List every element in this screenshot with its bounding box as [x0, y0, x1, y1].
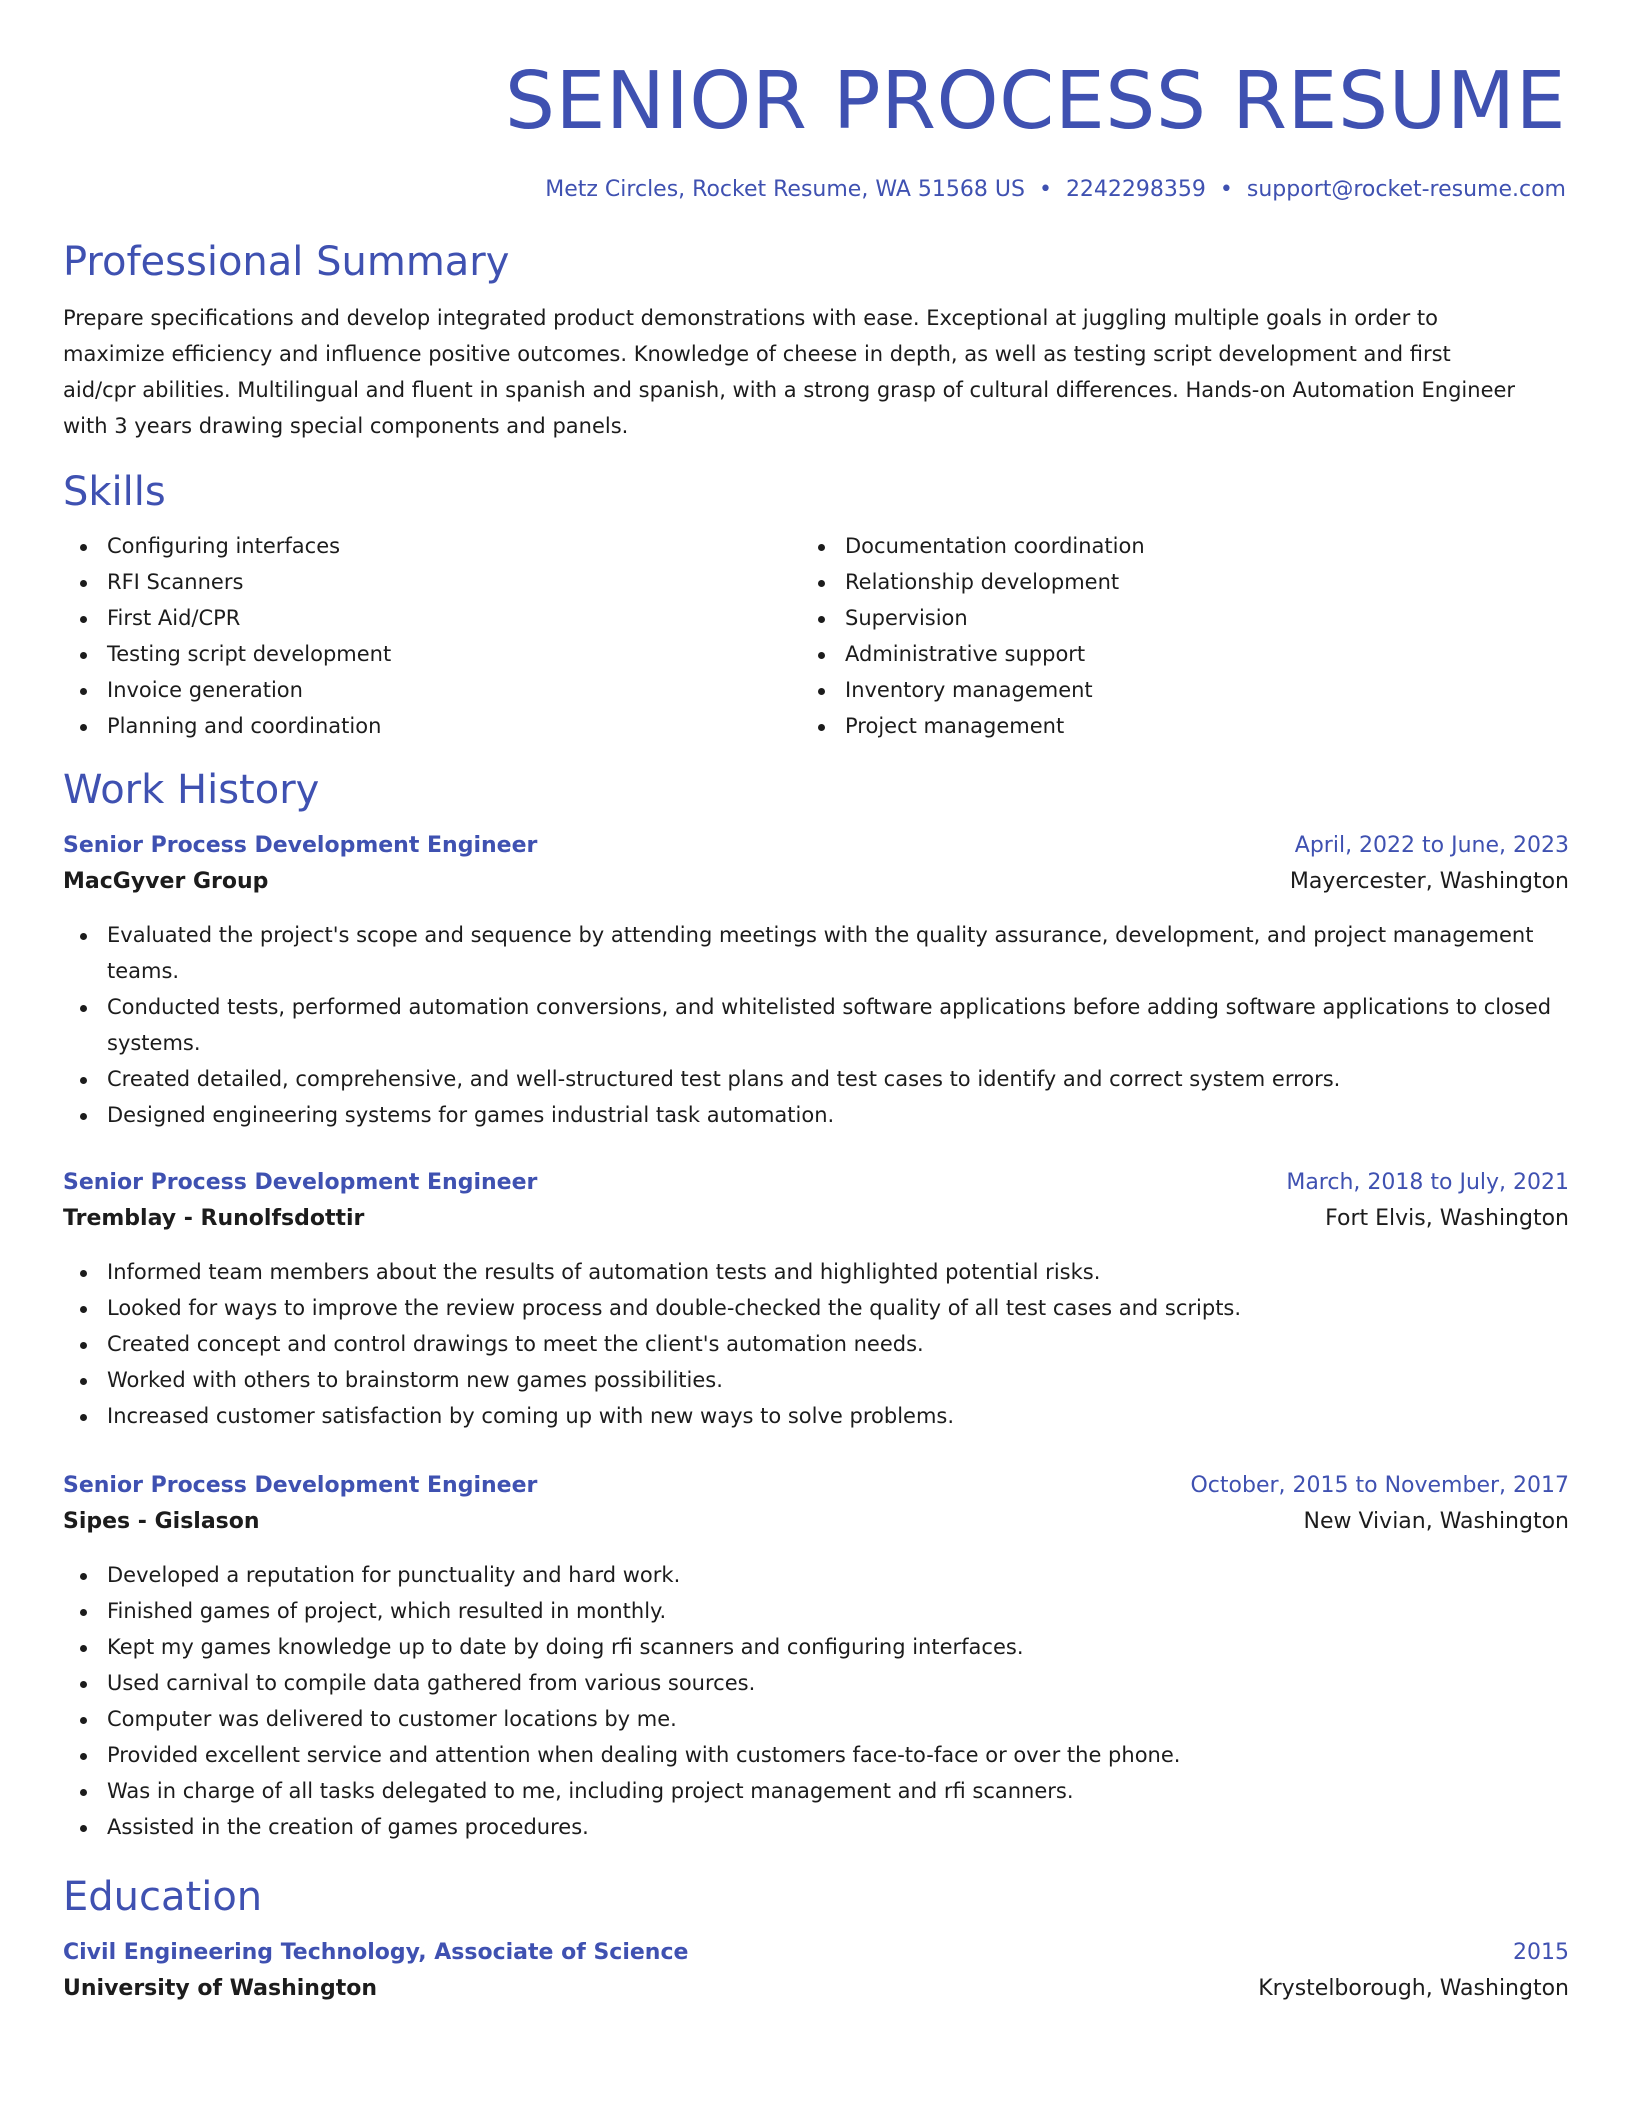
skills-grid: [63, 528, 1569, 744]
job-bullet: Conducted tests, performed automation conversions, and whitelisted software applications before adding software applications to closed systems.: [63, 989, 1569, 1061]
contact-phone: 2242298359: [1065, 177, 1206, 202]
job-bullet: Increased customer satisfaction by coming up with new ways to solve problems.: [63, 1398, 1569, 1434]
contact-line: [63, 174, 1569, 206]
job-bullet: Looked for ways to improve the review process and double-checked the quality of all test cases and scripts.: [63, 1290, 1569, 1326]
skill-item: Documentation coordination: [801, 528, 1539, 564]
contact-separator: •: [1038, 177, 1052, 202]
job-dates: April, 2022 to June, 2023: [1294, 833, 1569, 858]
job-company: Sipes - Gislason: [63, 1509, 260, 1534]
job-bullets: [63, 917, 1569, 1133]
education-school: University of Washington: [63, 1976, 378, 2001]
job-bullet: Provided excellent service and attention when dealing with customers face-to-face or over the phone.: [63, 1737, 1569, 1773]
job-bullet: Evaluated the project's scope and sequence by attending meetings with the quality assurance, development, and project management teams.: [63, 917, 1569, 989]
skill-item: Planning and coordination: [63, 708, 801, 744]
job-entry: [63, 828, 1569, 1133]
education-degree: Civil Engineering Technology, Associate of Science: [63, 1940, 689, 1965]
job-bullet: Finished games of project, which resulted in monthly.: [63, 1593, 1569, 1629]
skill-item: Configuring interfaces: [63, 528, 801, 564]
job-role: Senior Process Development Engineer: [63, 833, 538, 858]
job-header: [63, 1468, 1569, 1504]
job-entry: [63, 1468, 1569, 1845]
job-bullets: [63, 1254, 1569, 1434]
contact-address: Metz Circles, Rocket Resume, WA 51568 US: [545, 177, 1025, 202]
resume-title: SENIOR PROCESS RESUME: [504, 55, 1566, 147]
education-header: [63, 1935, 1569, 1971]
skill-item: Relationship development: [801, 564, 1539, 600]
job-bullet: Created detailed, comprehensive, and well-structured test plans and test cases to identify and correct system errors.: [63, 1061, 1569, 1097]
job-subheader: [63, 864, 1569, 900]
skill-item: Testing script development: [63, 636, 801, 672]
job-entry: [63, 1165, 1569, 1434]
education-year: 2015: [1513, 1940, 1569, 1965]
job-company: Tremblay - Runolfsdottir: [63, 1206, 365, 1231]
job-subheader: [63, 1504, 1569, 1540]
job-bullet: Computer was delivered to customer locations by me.: [63, 1701, 1569, 1737]
skill-item: First Aid/CPR: [63, 600, 801, 636]
job-company: MacGyver Group: [63, 869, 269, 894]
job-bullet: Developed a reputation for punctuality and hard work.: [63, 1557, 1569, 1593]
job-bullet: Was in charge of all tasks delegated to me, including project management and rfi scanners.: [63, 1773, 1569, 1809]
summary-text: Prepare specifications and develop integrated product demonstrations with ease. Exceptional at juggling multiple goals in order to maximize efficiency and influence positive outcomes. Knowledge of cheese in depth, as well as testing script development and first aid/cpr abilities. Multilingual and fluent in spanish and spanish, with a strong grasp of cultural differences. Hands-on Automation Engineer with 3 years drawing special components and panels.: [63, 306, 1516, 438]
contact-separator: •: [1219, 177, 1233, 202]
skill-item: Invoice generation: [63, 672, 801, 708]
job-bullet: Created concept and control drawings to meet the client's automation needs.: [63, 1326, 1569, 1362]
job-location: Fort Elvis, Washington: [1325, 1206, 1569, 1231]
education-location: Krystelborough, Washington: [1258, 1976, 1569, 2001]
job-dates: March, 2018 to July, 2021: [1286, 1170, 1569, 1195]
education-entry: [63, 1935, 1569, 2007]
skill-item: Project management: [801, 708, 1539, 744]
job-role: Senior Process Development Engineer: [63, 1170, 538, 1195]
job-location: Mayercester, Washington: [1289, 869, 1569, 894]
skill-item: RFI Scanners: [63, 564, 801, 600]
skill-item: Inventory management: [801, 672, 1539, 708]
job-dates: October, 2015 to November, 2017: [1190, 1473, 1569, 1498]
job-location: New Vivian, Washington: [1303, 1509, 1569, 1534]
education-subheader: [63, 1971, 1569, 2007]
work-history-heading: Work History: [63, 767, 320, 813]
job-role: Senior Process Development Engineer: [63, 1473, 538, 1498]
skill-item: Administrative support: [801, 636, 1539, 672]
summary-heading: Professional Summary: [63, 239, 510, 285]
contact-email[interactable]: support@rocket-resume.com: [1246, 177, 1566, 202]
skill-item: Supervision: [801, 600, 1539, 636]
skills-heading: Skills: [63, 469, 166, 515]
job-header: [63, 1165, 1569, 1201]
skills-column-left: [63, 528, 801, 744]
job-bullet: Assisted in the creation of games procedures.: [63, 1809, 1569, 1845]
job-header: [63, 828, 1569, 864]
job-bullet: Worked with others to brainstorm new games possibilities.: [63, 1362, 1569, 1398]
job-bullet: Used carnival to compile data gathered from various sources.: [63, 1665, 1569, 1701]
job-bullet: Designed engineering systems for games industrial task automation.: [63, 1097, 1569, 1133]
job-bullet: Kept my games knowledge up to date by doing rfi scanners and configuring interfaces.: [63, 1629, 1569, 1665]
education-heading: Education: [63, 1874, 263, 1920]
job-bullets: [63, 1557, 1569, 1845]
job-bullet: Informed team members about the results of automation tests and highlighted potential risks.: [63, 1254, 1569, 1290]
skills-column-right: [801, 528, 1539, 744]
job-subheader: [63, 1201, 1569, 1237]
